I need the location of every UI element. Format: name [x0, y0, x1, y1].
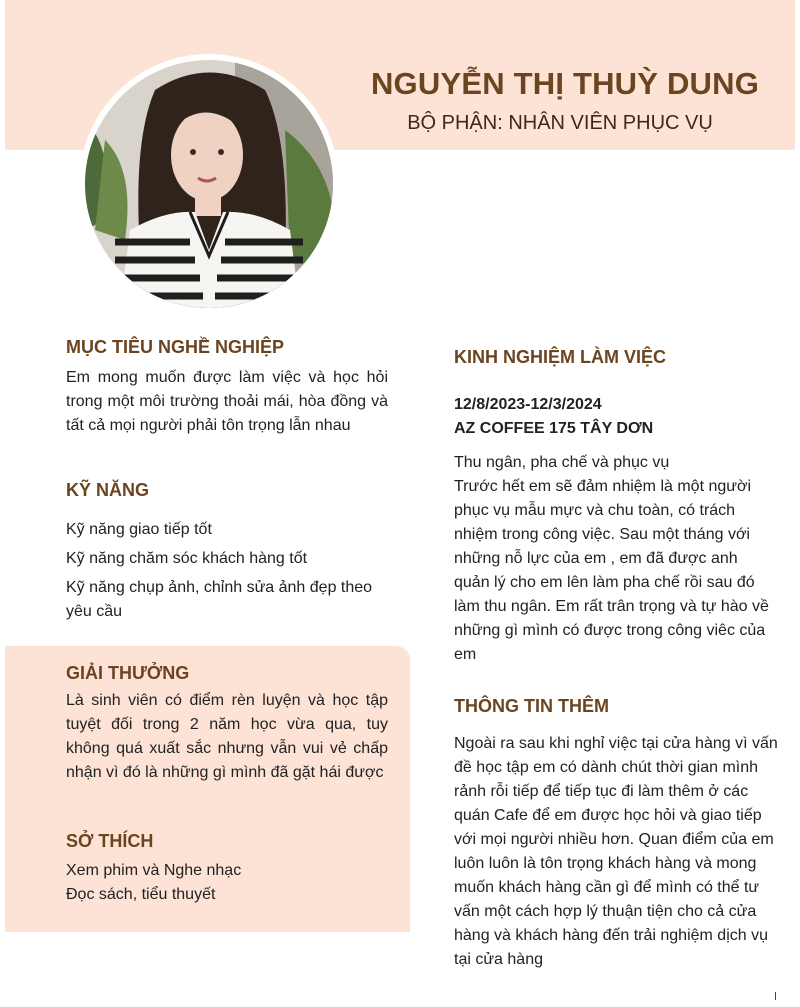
additional-info-heading: THÔNG TIN THÊM [454, 696, 609, 716]
skill-item: Kỹ năng chăm sóc khách hàng tốt [66, 550, 308, 567]
department-title: BỘ PHẬN: NHÂN VIÊN PHỤC VỤ [407, 112, 713, 134]
experience-description: Trước hết em sẽ đảm nhiệm là một người phục vụ mẫu mực và chu toàn, có trách nhiệm trong công việc. Sau một tháng với những nỗ lực của em , em đã được anh quản lý cho em lên làm pha chế rồi sau đó làm thu ngân. Em rất trân trọng và tự hào về những gì mình có được trong công viêc của em [454, 478, 769, 663]
skills-heading: KỸ NĂNG [66, 480, 150, 500]
awards-text: Là sinh viên có điểm rèn luyện và học tập tuyệt đối trong 2 năm học vừa qua, tuy không quá xuất sắc nhưng vẫn vui vẻ chấp nhận vì đó là những gì mình đã gặt hái được [66, 692, 388, 781]
candidate-name: NGUYỄN THỊ THUỲ DUNG [370, 66, 760, 101]
hobby-item: Đọc sách, tiểu thuyết [66, 886, 216, 903]
awards-heading: GIẢI THƯỞNG [66, 663, 190, 683]
experience-heading: KINH NGHIỆM LÀM VIỆC [454, 347, 667, 367]
additional-info-text: Ngoài ra sau khi nghỉ việc tại cửa hàng vì vấn đề học tập em có dành chút thời gian mình rảnh rỗi tiếp để tiếp tục đi làm thêm ở các quán Cafe để em được học hỏi và giao tiếp với mọi người nhiều hơn. Quan điểm của em luôn luôn là tôn trọng khách hàng và mong muốn khách hàng cần gì để mình có thể tư vấn một cách hợp lý thuận tiện cho cả cửa hàng và khách hàng đến trải nghiệm dịch vụ tại cửa hàng [454, 735, 778, 968]
skill-item: Kỹ năng chụp ảnh, chỉnh sửa ảnh đẹp theo yêu cầu [66, 579, 373, 620]
skill-item: Kỹ năng giao tiếp tốt [66, 521, 212, 538]
hobby-item: Xem phim và Nghe nhạc [66, 862, 242, 879]
profile-photo [79, 54, 339, 314]
objective-heading: MỤC TIÊU NGHỀ NGHIỆP [66, 337, 285, 357]
experience-company: AZ COFFEE 175 TÂY DƠN [454, 420, 654, 437]
avatar-illustration [85, 60, 333, 308]
page-edge-mark [775, 992, 776, 1000]
experience-role: Thu ngân, pha chế và phục vụ [454, 454, 670, 471]
experience-period: 12/8/2023-12/3/2024 [454, 396, 602, 413]
objective-text: Em mong muốn được làm việc và học hỏi trong một môi trường thoải mái, hòa đồng và tất cả mọi người phải tôn trọng lẫn nhau [66, 369, 388, 434]
hobbies-heading: SỞ THÍCH [66, 831, 154, 851]
